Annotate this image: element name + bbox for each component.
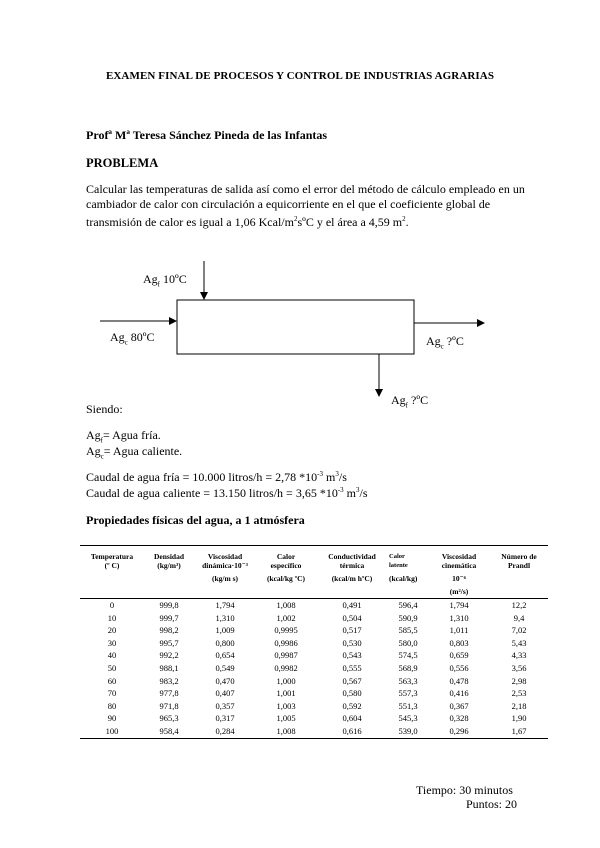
table-cell: 0,9987 (274, 650, 298, 661)
problem-statement (86, 182, 526, 230)
section-heading: PROBLEMA (86, 156, 159, 170)
table-cell: 965,3 (159, 713, 179, 724)
table-cell: 0,470 (215, 675, 235, 686)
table-cell: 30 (107, 637, 117, 648)
table-cell: 0,367 (449, 700, 469, 711)
statement-sup-2: 2 (402, 215, 406, 223)
table-cell: 0,654 (215, 650, 235, 661)
table-cell: 20 (107, 625, 117, 636)
table-cell: 2,53 (511, 688, 527, 699)
table-cell: 1,001 (276, 688, 296, 699)
table-row (80, 675, 548, 688)
table-cell: 90 (107, 713, 117, 724)
table-cell: 0,543 (342, 650, 362, 661)
table-cell: 0,407 (215, 688, 235, 699)
statement-text-3: . (405, 215, 409, 229)
unit-temperature (80, 572, 144, 585)
statement-sup-1: 2 (293, 215, 298, 223)
hot-out-label: $Ag_c$ ?ºC (426, 334, 464, 351)
table-unit-row-2 (80, 585, 548, 599)
table-row (80, 687, 548, 700)
table-cell: 0,478 (449, 675, 469, 686)
table-cell: 1,90 (511, 713, 527, 724)
table-row (80, 649, 548, 662)
table-cell: 2,98 (511, 675, 527, 686)
table-cell: 0,803 (449, 637, 469, 648)
table-cell: 12,2 (511, 600, 527, 610)
table-cell: 596,4 (398, 600, 418, 610)
table-cell: 574,5 (398, 650, 418, 661)
table-cell: 1,003 (276, 700, 296, 711)
table-cell: 70 (107, 688, 117, 699)
table-cell: 1,008 (276, 600, 296, 610)
table-cell: 1,002 (276, 612, 296, 623)
table-row (80, 700, 548, 713)
col-header-prandtl: Número de Prandl (490, 546, 548, 573)
unit-kinematic-viscosity-2: (m²/s) (428, 585, 490, 599)
col-header-latent-heat: Calor latente (388, 546, 428, 573)
table-cell: 0,592 (342, 700, 362, 711)
table-cell: 0,491 (342, 600, 362, 610)
table-cell: 80 (107, 700, 117, 711)
properties-heading: Propiedades físicas del agua, a 1 atmósfera (86, 513, 305, 527)
exam-points: Puntos: 20 (466, 797, 518, 811)
cold-flow-rate: Caudal de agua fría = 10.000 litros/h = 2,78 $*10^{-3}$ $m^3/s$ (86, 470, 347, 484)
col-header-temperature: Temperatura (º C) (80, 546, 144, 573)
table-cell: 563,3 (398, 675, 418, 686)
hot-flow-rate: Caudal de agua caliente = 13.150 litros/h = 3,65 $*10^{-3}$ $m^3/s$ (86, 486, 368, 500)
table-cell: 0,296 (428, 725, 490, 738)
table-cell: 0,567 (342, 675, 362, 686)
author-name: Profª Mª Teresa Sánchez Pineda de las Infantas (86, 128, 328, 142)
table-cell: 992,2 (159, 650, 179, 661)
table-row (80, 637, 548, 650)
table-cell: 4,33 (511, 650, 527, 661)
col-header-density: Densidad (kg/m³) (144, 546, 194, 573)
unit-latent-heat: (kcal/kg) (389, 574, 418, 583)
table-cell: 1,67 (490, 725, 548, 738)
table-cell: 0,357 (215, 700, 235, 711)
table-cell: 50 (107, 662, 117, 673)
table-cell: 1,011 (449, 625, 469, 636)
exam-title: EXAMEN FINAL DE PROCESOS Y CONTROL DE INDUSTRIAS AGRARIAS (105, 70, 495, 82)
table-cell: 580,0 (398, 637, 418, 648)
col-header-dynamic-viscosity: Viscosidad dinámica·10⁻³ (194, 546, 256, 573)
table-cell: 1,000 (276, 675, 296, 686)
unit-prandtl (490, 572, 548, 585)
cold-out-label: $Ag_f$ ?ºC (391, 393, 429, 410)
table-cell: 999,7 (159, 612, 179, 623)
table-cell: 40 (107, 650, 117, 661)
table-cell: 0,659 (449, 650, 469, 661)
table-cell: 0,317 (215, 713, 235, 724)
table-cell: 0,416 (449, 688, 469, 699)
table-cell: 1,794 (449, 600, 469, 610)
table-row (80, 725, 548, 738)
table-cell: 1,009 (215, 625, 235, 636)
unit-kinematic-viscosity: 10⁻⁶ (452, 574, 466, 583)
table-cell: 545,3 (398, 713, 418, 724)
water-properties-table (80, 545, 548, 739)
col-header-specific-heat: Calor específico (256, 546, 316, 573)
unit-specific-heat: (kcal/kg ºC) (266, 574, 306, 583)
table-cell: 1,005 (276, 713, 296, 724)
unit-dynamic-viscosity: (kg/m s) (211, 574, 239, 583)
table-row (80, 712, 548, 725)
table-body (80, 599, 548, 739)
table-unit-row (80, 572, 548, 585)
table-cell: 971,8 (159, 700, 179, 711)
table-cell: 2,18 (511, 700, 527, 711)
table-cell: 977,8 (159, 688, 179, 699)
table-cell: 590,9 (398, 612, 418, 623)
table-row (80, 662, 548, 675)
table-cell: 585,5 (398, 625, 418, 636)
table-cell: 10 (107, 612, 117, 623)
table-cell: 7,02 (511, 625, 527, 636)
table-cell: 995,7 (159, 637, 179, 648)
table-header-row (80, 546, 548, 573)
table-cell: 1,310 (449, 612, 469, 623)
table-cell: 958,4 (144, 725, 194, 738)
table-cell: 0,328 (449, 713, 469, 724)
hot-in-label: $Ag_c$ 80ºC (110, 330, 155, 347)
table-cell: 1,310 (215, 612, 235, 623)
table-cell: 0,800 (215, 637, 235, 648)
table-row (80, 599, 548, 612)
table-cell: 568,9 (398, 662, 418, 673)
table-cell: 551,3 (398, 700, 418, 711)
definition-cold-water: $Ag_f=$ Agua fría. (86, 428, 161, 445)
table-cell: 0,517 (342, 625, 362, 636)
exam-time: Tiempo: 30 minutos (416, 783, 513, 797)
table-cell: 998,2 (159, 625, 179, 636)
table-cell: 0,616 (316, 725, 388, 738)
table-cell: 1,794 (215, 600, 235, 610)
table-cell: 5,43 (511, 637, 527, 648)
table-cell: 3,56 (511, 662, 527, 673)
table-row (80, 612, 548, 625)
definition-hot-water: $Ag_c=$ Agua caliente. (86, 444, 183, 461)
table-cell: 999,8 (159, 600, 179, 610)
table-cell: 60 (107, 675, 117, 686)
table-cell: 0,9995 (274, 625, 298, 636)
siendo-label: Siendo: (86, 402, 123, 416)
table-cell: 100 (80, 725, 144, 738)
col-header-conductivity: Conductividad térmica (316, 546, 388, 573)
table-cell: 0,549 (215, 662, 235, 673)
statement-text-2: sºC y el área a 4,59 m (297, 215, 403, 229)
table-cell: 0,284 (194, 725, 256, 738)
exchanger-body (177, 300, 414, 354)
table-cell: 0,9982 (274, 662, 298, 673)
col-header-kinematic-viscosity: Viscosidad cinemática (428, 546, 490, 573)
statement-text: Calcular las temperaturas de salida así como el error del método de cálculo empleado en un cambiador de calor con circulación a equicorriente en el que el coeficiente global de transmisión de calor es igual a 1,06 Kcal/m (86, 182, 525, 229)
table-cell: 0,530 (342, 637, 362, 648)
table-cell: 983,2 (159, 675, 179, 686)
table-cell: 0 (109, 600, 115, 610)
table-cell: 9,4 (513, 612, 525, 623)
cold-in-label: $Ag_f$ 10ºC (143, 272, 187, 289)
table-cell: 0,556 (449, 662, 469, 673)
table-cell: 1,008 (256, 725, 316, 738)
table-cell: 0,604 (342, 713, 362, 724)
table-cell: 557,3 (398, 688, 418, 699)
table-cell: 988,1 (159, 662, 179, 673)
table-cell: 0,580 (342, 688, 362, 699)
table-cell: 539,0 (388, 725, 428, 738)
table-cell: 0,504 (342, 612, 362, 623)
table-cell: 0,9986 (274, 637, 298, 648)
table-cell: 0,555 (342, 662, 362, 673)
unit-density (144, 572, 194, 585)
table-row (80, 624, 548, 637)
unit-conductivity: (kcal/m hºC) (331, 574, 373, 583)
